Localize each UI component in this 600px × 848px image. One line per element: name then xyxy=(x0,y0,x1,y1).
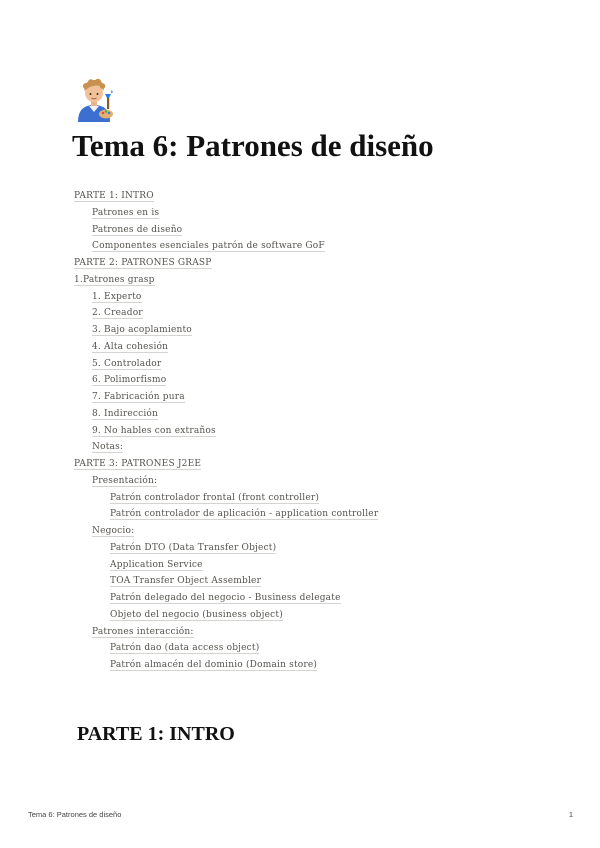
page-title: Tema 6: Patrones de diseño xyxy=(72,128,434,163)
toc-link[interactable]: Presentación: xyxy=(92,475,158,486)
toc-item xyxy=(74,406,378,423)
toc-link[interactable]: 5. Controlador xyxy=(92,358,162,369)
footer-page-number: 1 xyxy=(568,810,573,819)
toc-item xyxy=(74,490,378,507)
toc-item xyxy=(74,590,378,607)
toc-item xyxy=(74,222,378,239)
toc-link[interactable]: Patrones en is xyxy=(92,207,160,218)
toc-item xyxy=(74,640,378,657)
toc-item xyxy=(74,188,378,205)
toc-item xyxy=(74,238,378,255)
toc-item xyxy=(74,339,378,356)
toc-link[interactable]: 7. Fabricación pura xyxy=(92,392,185,402)
toc-item xyxy=(74,356,378,373)
toc-link[interactable]: Negocio: xyxy=(92,526,135,536)
toc-item xyxy=(74,439,378,456)
toc-item xyxy=(74,607,378,624)
toc-item xyxy=(74,473,378,490)
toc-link[interactable]: Patrón delegado del negocio - Business delegate xyxy=(110,593,341,603)
toc-link[interactable]: Patrón almacén del dominio (Domain store) xyxy=(110,660,318,670)
toc-link[interactable]: Patrones interacción: xyxy=(92,626,194,637)
toc-item xyxy=(74,624,378,641)
technologist-emoji-icon xyxy=(72,76,118,122)
toc-link[interactable]: PARTE 1: INTRO xyxy=(74,191,154,201)
toc-item xyxy=(74,389,378,406)
toc-link[interactable]: Patrones de diseño xyxy=(92,224,183,235)
toc-item xyxy=(74,657,378,674)
toc-item xyxy=(74,540,378,557)
toc-item xyxy=(74,255,378,272)
toc-item xyxy=(74,423,378,440)
toc-item xyxy=(74,573,378,590)
toc-link[interactable]: Objeto del negocio (business object) xyxy=(110,609,283,620)
toc-link[interactable]: Patrón controlador de aplicación - application controller xyxy=(110,509,379,520)
toc-link[interactable]: Patrón dao (data access object) xyxy=(110,643,260,654)
toc-item xyxy=(74,372,378,389)
table-of-contents xyxy=(74,188,378,674)
footer-document-title: Tema 6: Patrones de diseño xyxy=(28,810,122,819)
toc-item xyxy=(74,305,378,322)
toc-link[interactable]: Componentes esenciales patrón de software GoF xyxy=(92,241,325,252)
toc-item xyxy=(74,456,378,473)
toc-item xyxy=(74,506,378,523)
section-heading-parte-1: PARTE 1: INTRO xyxy=(77,723,235,745)
toc-link[interactable]: 1.Patrones grasp xyxy=(74,274,155,285)
toc-item xyxy=(74,205,378,222)
toc-link[interactable]: PARTE 3: PATRONES J2EE xyxy=(74,459,202,469)
toc-link[interactable]: 1. Experto xyxy=(92,291,142,302)
toc-link[interactable]: TOA Transfer Object Assembler xyxy=(110,576,262,587)
toc-link[interactable]: Patrón controlador frontal (front controller) xyxy=(110,492,320,503)
toc-link[interactable]: Notas: xyxy=(92,442,124,453)
toc-item xyxy=(74,557,378,574)
toc-link[interactable]: Patrón DTO (Data Transfer Object) xyxy=(110,542,277,553)
toc-link[interactable]: 3. Bajo acoplamiento xyxy=(92,325,192,335)
toc-link[interactable]: Application Service xyxy=(110,559,203,570)
toc-link[interactable]: 6. Polimorfismo xyxy=(92,375,167,386)
toc-link[interactable]: 4. Alta cohesión xyxy=(92,341,169,352)
toc-item xyxy=(74,289,378,306)
toc-link[interactable]: 2. Creador xyxy=(92,308,143,319)
toc-item xyxy=(74,322,378,339)
toc-link[interactable]: PARTE 2: PATRONES GRASP xyxy=(74,258,212,268)
toc-link[interactable]: 9. No hables con extraños xyxy=(92,425,216,436)
toc-link[interactable]: 8. Indirección xyxy=(92,408,159,419)
toc-item xyxy=(74,272,378,289)
toc-item xyxy=(74,523,378,540)
